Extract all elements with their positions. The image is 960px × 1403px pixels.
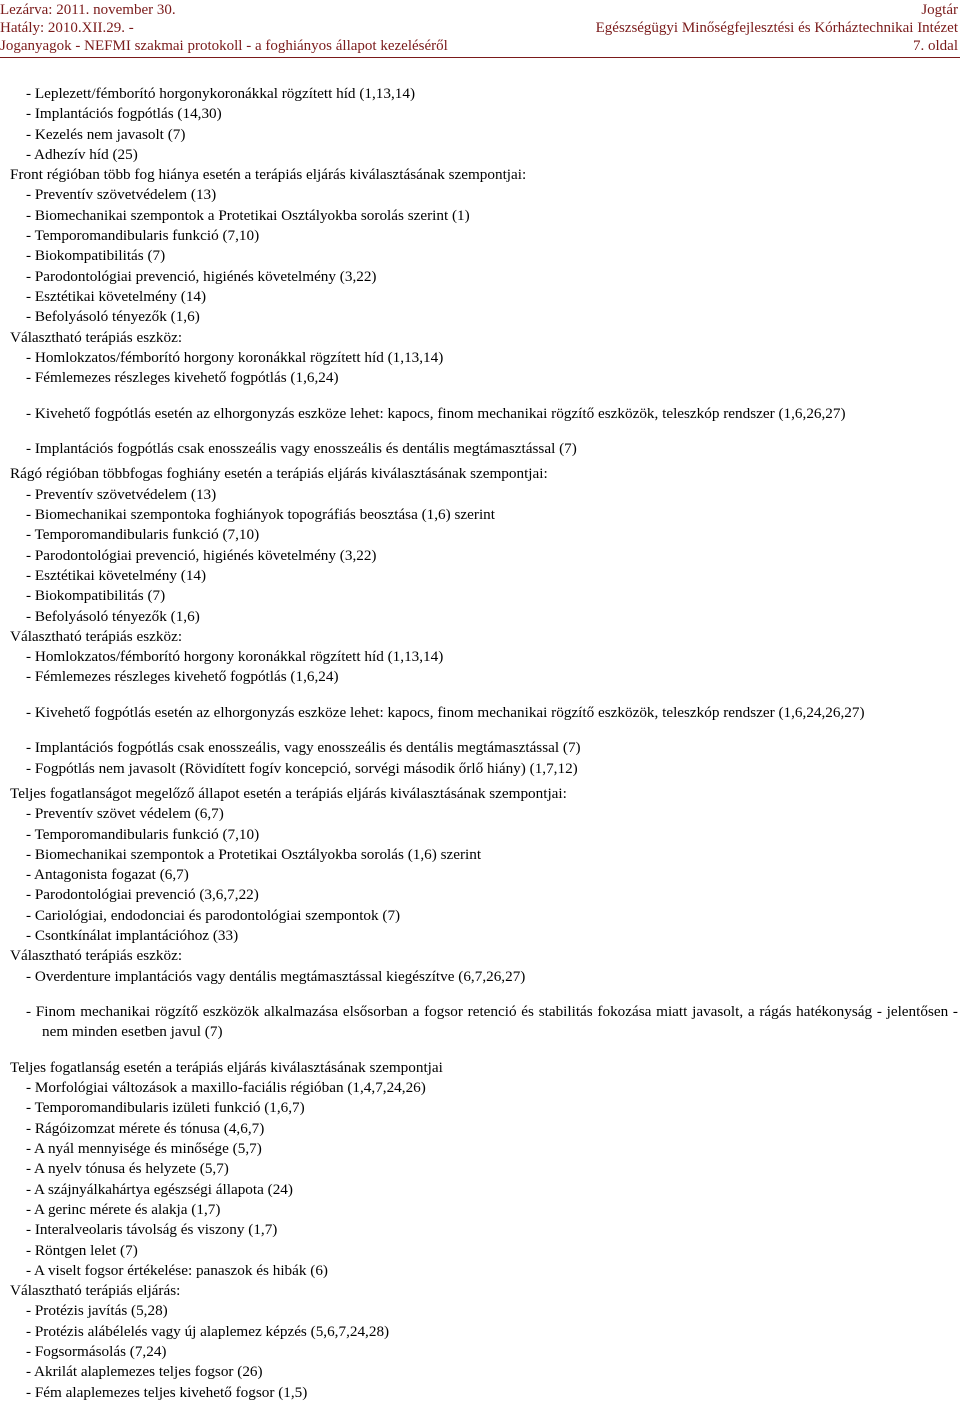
list-item: - Befolyásoló tényezők (1,6) [26,607,200,625]
list-item: - Adhezív híd (25) [26,145,138,163]
list-item: - Protézis javítás (5,28) [26,1302,168,1320]
list-item: - Biomechanikai szempontok a Protetikai Osztályokba sorolás szerint (1) [26,206,470,224]
list-item: - Implantációs fogpótlás csak enosszeális, vagy enosszeális és dentális megtámasztással (7) [26,739,581,757]
list-item: - Implantációs fogpótlás (14,30) [26,105,222,123]
list-item: - Antagonista fogazat (6,7) [26,866,189,884]
header-row-2 [0,18,960,38]
list-item: - Csontkínálat implantációhoz (33) [26,927,239,945]
document-body [10,84,958,1403]
header-row-3 [0,36,960,56]
list-item: - Temporomandibularis funkció (7,10) [26,227,260,245]
section-heading: Választható terápiás eszköz: [10,328,183,346]
list-item: - A viselt fogsor értékelése: panaszok és hibák (6) [26,1261,328,1279]
list-item: - Fémlemezes részleges kivehető fogpótlás (1,6,24) [26,668,339,686]
list-item: - Overdenture implantációs vagy dentális megtámasztással kiegészítve (6,7,26,27) [26,967,526,985]
header-row-1 [0,0,960,20]
institute-name: Egészségügyi Minőségfejlesztési és Kórháztechnikai Intézet [595,20,958,36]
list-item: - Biomechanikai szempontok a Protetikai Osztályokba sorolás (1,6) szerint [26,845,482,863]
list-item: - Fémlemezes részleges kivehető fogpótlás (1,6,24) [26,369,339,387]
list-item: - Cariológiai, endodonciai és parodontológiai szempontok (7) [26,906,401,924]
list-item: - Morfológiai változások a maxillo-faciális régióban (1,4,7,24,26) [26,1079,426,1097]
list-item: - Esztétikai követelmény (14) [26,287,207,305]
list-item: - Parodontológiai prevenció (3,6,7,22) [26,886,259,904]
section-heading: Választható terápiás eljárás: [10,1282,181,1300]
list-item: - Temporomandibularis funkció (7,10) [26,825,260,843]
list-item: - Homlokzatos/fémborító horgony koronákkal rögzített híd (1,13,14) [26,648,444,666]
list-item: - A gerinc mérete és alakja (1,7) [26,1200,221,1218]
list-item: - Rágóizomzat mérete és tónusa (4,6,7) [26,1119,265,1137]
list-item: - Kivehető fogpótlás esetén az elhorgonyzás eszköze lehet: kapocs, finom mechanikai rögzítő eszközök, teleszkóp rendszer (1,6,26,27) [26,404,846,422]
list-item: - Temporomandibularis izületi funkció (1,6,7) [26,1099,305,1117]
closed-date: Lezárva: 2011. november 30. [0,2,176,18]
effective-date: Hatály: 2010.XII.29. - [0,20,134,36]
list-item: - Fogpótlás nem javasolt (Rövidített fogív koncepció, sorvégi második őrlő hiány) (1,7,12) [26,759,578,777]
section-heading: Teljes fogatlanságot megelőző állapot esetén a terápiás eljárás kiválasztásának szempontjai: [10,784,567,802]
list-item: - Leplezett/fémborító horgonykoronákkal rögzített híd (1,13,14) [26,85,416,102]
list-item: - Befolyásoló tényezők (1,6) [26,308,200,326]
list-item: - A nyál mennyisége és minősége (5,7) [26,1140,262,1158]
list-item: - A nyelv tónusa és helyzete (5,7) [26,1160,229,1178]
list-item: - Kivehető fogpótlás esetén az elhorgonyzás eszköze lehet: kapocs, finom mechanikai rögzítő eszközök, teleszkóp rendszer (1,6,24,26,27) [26,703,865,721]
list-item: - Fogsormásolás (7,24) [26,1343,167,1361]
list-item: - Röntgen lelet (7) [26,1241,138,1259]
list-item: - Biokompatibilitás (7) [26,247,166,265]
list-item: - Finom mechanikai rögzítő eszközök alkalmazása elsősorban a fogsor retenció és stabilitás fokozása miatt javasolt, a rágás hatékonyság - jelentősen - nem minden esetben javul (7) [26,1003,958,1041]
document-title: Joganyagok - NEFMI szakmai protokoll - a foghiányos állapot kezeléséről [0,38,448,54]
page-number: 7. oldal [913,38,958,54]
header-divider [0,57,960,58]
page-header [0,0,960,56]
list-item: - Akrilát alaplemezes teljes fogsor (26) [26,1363,263,1381]
list-item: - Biokompatibilitás (7) [26,587,166,605]
section-heading: Rágó régióban többfogas foghiány esetén a terápiás eljárás kiválasztásának szempontjai: [10,465,548,483]
list-item: - Biomechanikai szempontoka foghiányok topográfiás beosztása (1,6) szerint [26,506,495,524]
list-item: - Preventív szövetvédelem (13) [26,485,217,503]
list-item: - Esztétikai követelmény (14) [26,566,207,584]
list-item: - A szájnyálkahártya egészségi állapota (24) [26,1180,293,1198]
list-item: - Temporomandibularis funkció (7,10) [26,526,260,544]
list-item: - Fém alaplemezes teljes kivehető fogsor (1,5) [26,1383,308,1401]
list-item: - Interalveolaris távolság és viszony (1,7) [26,1221,278,1239]
section-heading: Választható terápiás eszköz: [10,627,183,645]
list-item: - Preventív szövet védelem (6,7) [26,805,224,823]
list-item: - Preventív szövetvédelem (13) [26,186,217,204]
list-item: - Parodontológiai prevenció, higiénés követelmény (3,22) [26,546,377,564]
section-heading: Teljes fogatlanság esetén a terápiás eljárás kiválasztásának szempontjai [10,1058,443,1076]
section-heading: Front régióban több fog hiánya esetén a terápiás eljárás kiválasztásának szempontjai: [10,166,527,184]
list-item: - Kezelés nem javasolt (7) [26,125,186,143]
list-item: - Homlokzatos/fémborító horgony koronákkal rögzített híd (1,13,14) [26,348,444,366]
list-item: - Implantációs fogpótlás csak enosszeális vagy enosszeális és dentális megtámasztással (7) [26,440,577,458]
section-heading: Választható terápiás eszköz: [10,947,183,965]
list-item: - Parodontológiai prevenció, higiénés követelmény (3,22) [26,267,377,285]
list-item: - Protézis alábélelés vagy új alaplemez képzés (5,6,7,24,28) [26,1322,390,1340]
publisher-name: Jogtár [921,2,958,18]
